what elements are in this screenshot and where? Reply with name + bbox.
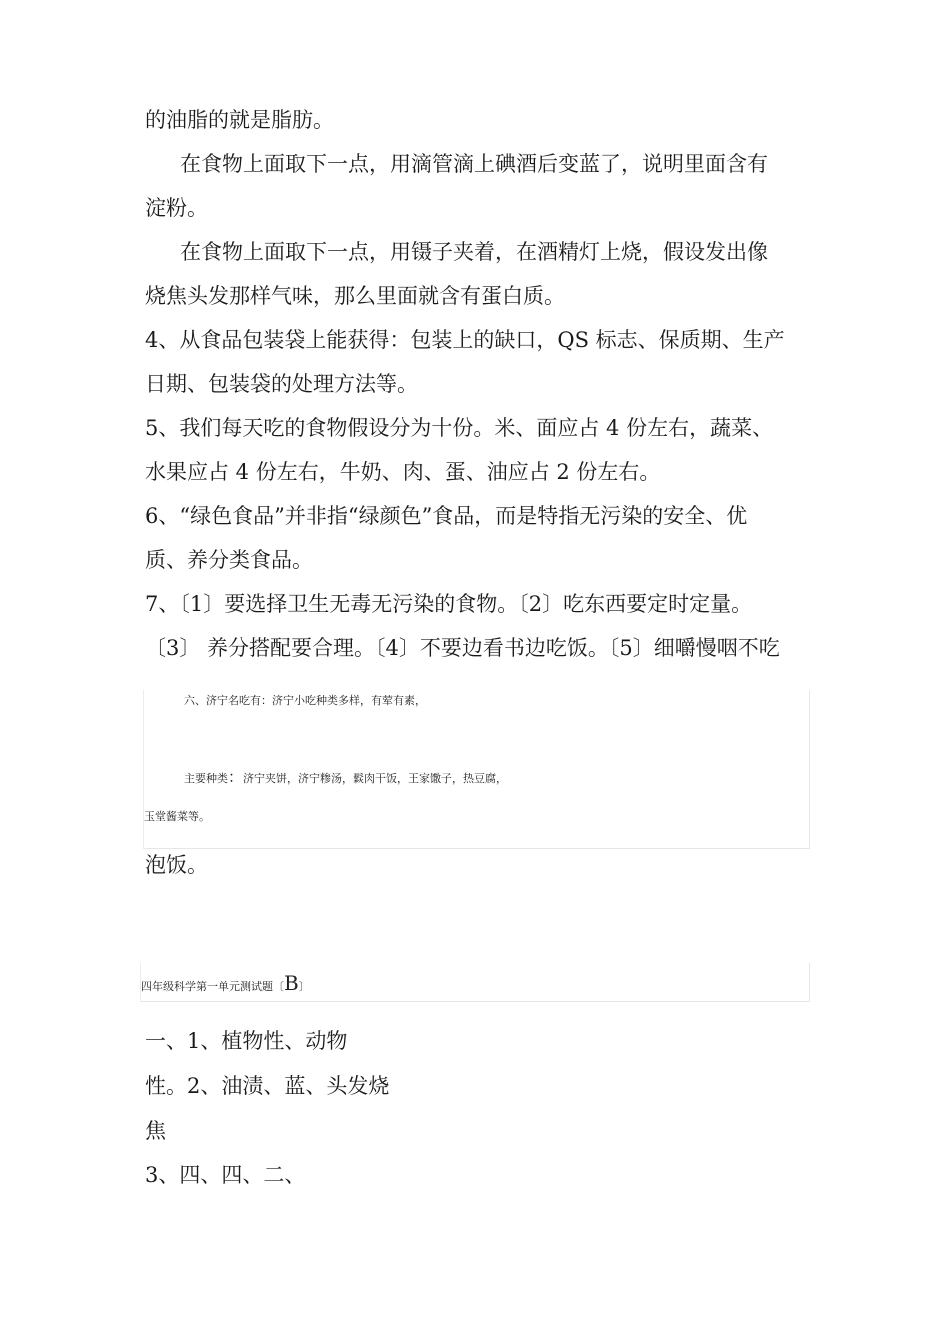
paragraph-line: 7、〔1〕要选择卫生无毒无污染的食物。〔2〕吃东西要定时定量。 — [145, 592, 753, 616]
paragraph-line: 日期、包装袋的处理方法等。 — [145, 372, 418, 396]
paragraph-line: 水果应占 4 份左右，牛奶、肉、蛋、油应占 2 份左右。 — [145, 460, 661, 484]
paragraph-line: 的油脂的就是脂肪。 — [145, 108, 334, 132]
paragraph-line: 质、养分类食品。 — [145, 548, 313, 572]
snippet-label: 主要种类 — [184, 772, 228, 785]
paragraph-line: 〔3〕 养分搭配要合理。〔4〕不要边看书边吃饭。〔5〕细嚼慢咽不吃 — [145, 636, 780, 660]
section-title-letter: B — [284, 971, 299, 995]
answer-line: 3、四、四、二、 — [145, 1163, 306, 1187]
section-title-box — [140, 963, 810, 1002]
answer-line: 焦 — [145, 1119, 166, 1143]
snippet-line — [184, 770, 507, 785]
snippet-line: 六、济宁名吃有：济宁小吃种类多样，有荤有素， — [184, 694, 426, 707]
snippet-colon: ： — [228, 768, 244, 786]
paragraph-line: 泡饭。 — [145, 853, 208, 877]
answer-line: 一、1、植物性、动物 — [145, 1029, 348, 1053]
paragraph-line: 淀粉。 — [145, 196, 208, 220]
paragraph-line: 5、我们每天吃的食物假设分为十份。米、面应占 4 份左右，蔬菜、 — [145, 416, 774, 440]
paragraph-line: 4、从食品包装袋上能获得：包装上的缺口，QS 标志、保质期、生产 — [145, 328, 785, 352]
paragraph-line: 在食物上面取下一点，用滴管滴上碘酒后变蓝了，说明里面含有 — [180, 152, 768, 176]
paragraph-line: 在食物上面取下一点，用镊子夹着，在酒精灯上烧，假设发出像 — [180, 240, 768, 264]
snippet-line: 玉堂酱菜等。 — [144, 810, 210, 823]
paragraph-line: 烧焦头发那样气味，那么里面就含有蛋白质。 — [145, 284, 565, 308]
paragraph-line: 6、“绿色食品”并非指“绿颜色”食品，而是特指无污染的安全、优 — [145, 504, 748, 528]
section-title: 四年级科学第一单元测试题〔B〕 — [141, 971, 310, 995]
snippet-text: 济宁夹饼，济宁糁汤，鬏肉干饭，王家馓子，热豆腐， — [243, 772, 508, 785]
embedded-snippet-box — [143, 690, 810, 849]
answer-line: 性。2、油渍、蓝、头发烧 — [145, 1074, 390, 1098]
